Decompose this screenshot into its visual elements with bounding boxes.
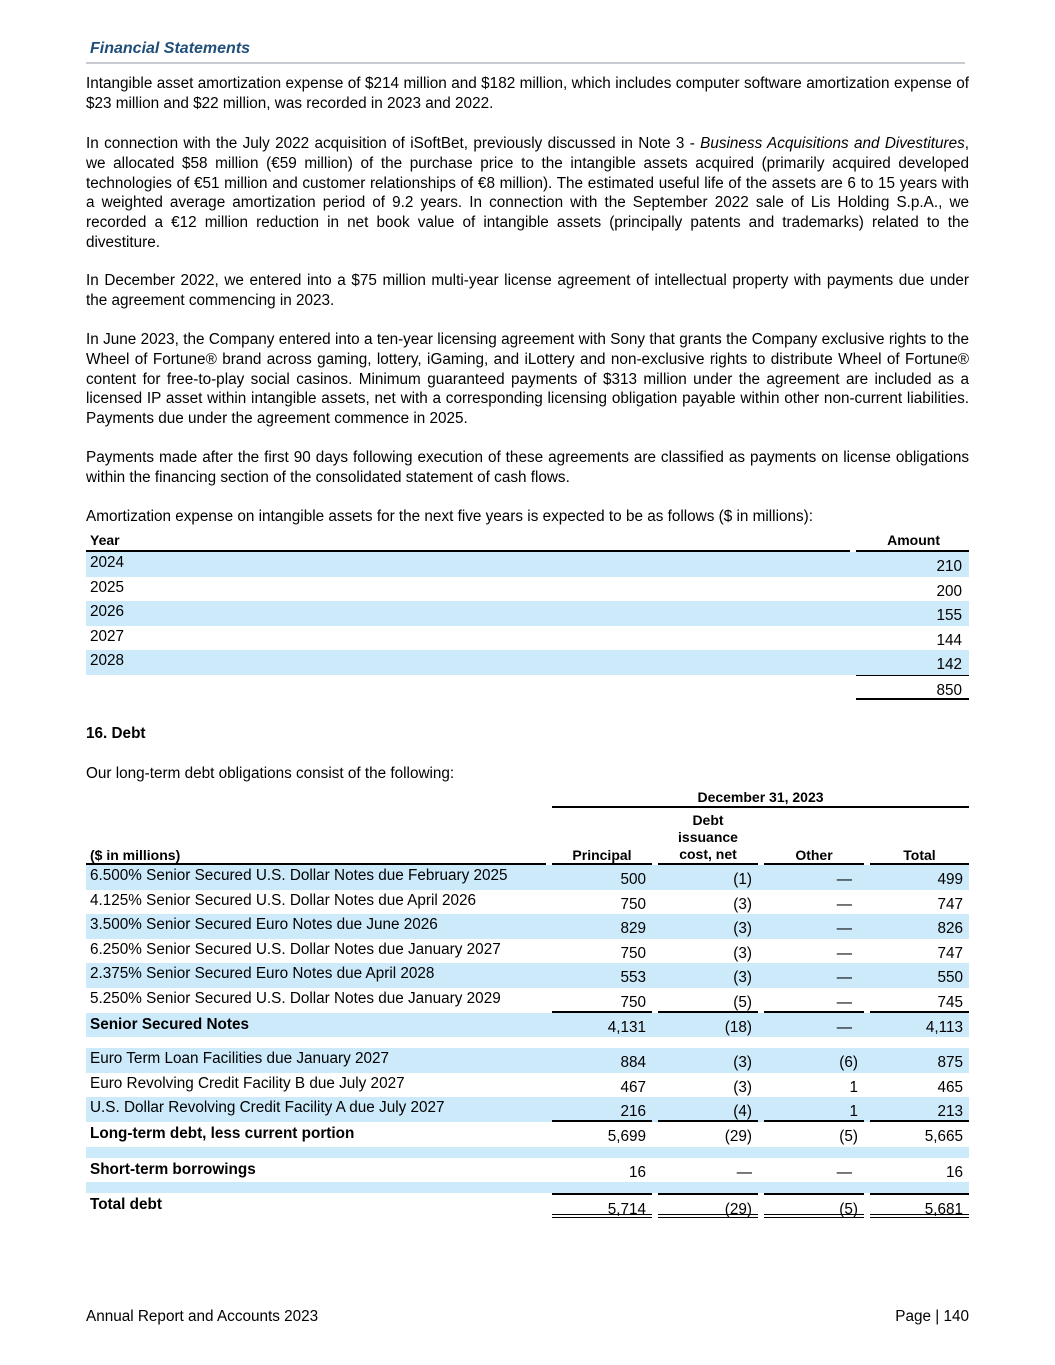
dic-cell: (3) <box>733 920 752 938</box>
principal-cell: 829 <box>620 920 646 938</box>
subtotal-row <box>86 1158 969 1183</box>
table-row <box>86 577 969 602</box>
other-cell: 1 <box>764 1097 864 1122</box>
row-label: 5.250% Senior Secured U.S. Dollar Notes due January 2029 <box>90 989 501 1007</box>
note-reference: Business Acquisitions and Divestitures <box>700 135 965 152</box>
dic-cell: — <box>736 1163 752 1181</box>
dic-cell: (29) <box>724 1127 752 1145</box>
paragraph-payments: Payments made after the first 90 days following execution of these agreements are classified as payments on license obligations within the financing section of the consolidated statement of cash flows. <box>86 449 969 486</box>
header-divider <box>86 62 965 64</box>
spacer-row <box>86 1037 969 1048</box>
other-cell: 1 <box>849 1078 858 1096</box>
column-header-label: ($ in millions) <box>86 847 546 865</box>
footer-page-number: Page | 140 <box>895 1308 969 1325</box>
row-label: Short-term borrowings <box>90 1160 256 1178</box>
row-label: 6.500% Senior Secured U.S. Dollar Notes due February 2025 <box>90 867 508 884</box>
other-cell: — <box>836 871 852 888</box>
column-header-principal: Principal <box>552 847 652 865</box>
total-cell: 16 <box>945 1163 963 1181</box>
dic-cell: (3) <box>733 1054 752 1072</box>
table-row <box>86 1073 969 1098</box>
paragraph-sony-agreement: In June 2023, the Company entered into a ten-year licensing agreement with Sony that grants the Company exclusive rights to the Wheel of Fortune® brand across gaming, lottery, iGaming, and iLottery and non-exclusive rights to distribute Wheel of Fortune® content for free-to-play social casinos. Minimum guaranteed payments of $313 million under the agreement are included as a licensed IP asset within intangible assets, net with a corresponding licensing obligation payable within other non-current liabilities. Payments due under the agreement commence in 2025. <box>86 331 969 428</box>
spacer-row <box>86 1182 969 1193</box>
principal-cell: 500 <box>620 871 646 888</box>
header-line: issuance <box>678 829 738 845</box>
dic-cell: (5) <box>658 988 758 1013</box>
other-cell: — <box>836 1163 852 1181</box>
total-cell: 499 <box>937 871 963 888</box>
subtotal-row <box>86 1013 969 1038</box>
dic-cell: (3) <box>733 944 752 962</box>
principal-cell: 553 <box>620 969 646 987</box>
amount-cell: 155 <box>936 607 962 625</box>
principal-cell: 5,699 <box>607 1127 646 1145</box>
paragraph-amortization-expense: Intangible asset amortization expense of $214 million and $182 million, which includes computer software amortization expense of $23 million and $22 million, was recorded in 2023 and 2022. <box>86 75 969 112</box>
column-header-debt-issuance-cost <box>658 812 758 865</box>
row-label: Total debt <box>90 1196 162 1214</box>
amount-cell: 200 <box>936 582 962 600</box>
period-header: December 31, 2023 <box>552 788 969 808</box>
dic-cell: (3) <box>733 895 752 913</box>
amount-cell: 144 <box>936 631 962 649</box>
total-cell: 747 <box>937 944 963 962</box>
row-label: Euro Revolving Credit Facility B due July 2027 <box>90 1074 405 1092</box>
table-row <box>86 988 969 1013</box>
column-header-amount: Amount <box>856 530 969 552</box>
row-label: 4.125% Senior Secured U.S. Dollar Notes due April 2026 <box>90 891 477 909</box>
dic-cell: (18) <box>724 1018 752 1036</box>
row-label: Long-term debt, less current portion <box>90 1124 355 1142</box>
principal-cell: 884 <box>620 1054 646 1072</box>
year-cell: 2026 <box>90 603 125 621</box>
footer-report-title: Annual Report and Accounts 2023 <box>86 1308 319 1325</box>
amortization-table <box>86 530 969 700</box>
year-cell: 2025 <box>90 578 125 596</box>
amortization-total: 850 <box>856 675 969 700</box>
table-row <box>86 626 969 651</box>
year-cell: 2024 <box>90 554 125 571</box>
other-cell: — <box>836 920 852 938</box>
principal-cell: 216 <box>552 1097 652 1122</box>
other-cell: — <box>836 1018 852 1036</box>
subtotal-row <box>86 1122 969 1147</box>
dic-cell: (4) <box>658 1097 758 1122</box>
row-label: U.S. Dollar Revolving Credit Facility A due July 2027 <box>90 1099 445 1117</box>
table-row <box>86 939 969 964</box>
principal-cell: 750 <box>620 944 646 962</box>
column-header-other: Other <box>764 847 864 865</box>
year-cell: 2027 <box>90 627 125 645</box>
total-cell: 5,681 <box>870 1193 969 1218</box>
debt-table-header <box>86 810 969 865</box>
table-row <box>86 914 969 939</box>
principal-cell: 467 <box>620 1078 646 1096</box>
principal-cell: 5,714 <box>552 1193 652 1218</box>
table-row <box>86 865 969 890</box>
amount-cell: 142 <box>936 656 962 674</box>
paragraph-text: , we allocated $58 million (€59 million) of the purchase price to the intangible assets acquired (primarily acquired developed technologies of €51 million and customer relationships of €8 million). The estimated useful life of the assets are 6 to 15 years with a weighted average amortization period of 9.2 years. In connection with the September 2022 sale of Lis Holding S.p.A., we recorded a €12 million reduction in net book value of intangible assets (principally patents and trademarks) related to the divestiture. <box>86 135 969 251</box>
total-cell: 745 <box>870 988 969 1013</box>
total-cell: 5,665 <box>924 1127 963 1145</box>
total-cell: 550 <box>937 969 963 987</box>
table-row <box>86 1048 969 1073</box>
amortization-total-row <box>86 675 969 700</box>
table-row <box>86 650 969 675</box>
row-label: 2.375% Senior Secured Euro Notes due April 2028 <box>90 965 435 983</box>
total-cell: 213 <box>870 1097 969 1122</box>
paragraph-license-agreement: In December 2022, we entered into a $75 million multi-year license agreement of intellectual property with payments due under the agreement commencing in 2023. <box>86 272 969 309</box>
table-header-row <box>86 530 969 552</box>
principal-cell: 750 <box>552 988 652 1013</box>
table-row <box>86 601 969 626</box>
table-row <box>86 963 969 988</box>
principal-cell: 16 <box>628 1163 646 1181</box>
column-header-total: Total <box>870 847 969 865</box>
paragraph-amortization-intro: Amortization expense on intangible assets for the next five years is expected to be as follows ($ in millions): <box>86 508 813 525</box>
row-label: Euro Term Loan Facilities due January 2027 <box>90 1050 390 1068</box>
row-label: 3.500% Senior Secured Euro Notes due June 2026 <box>90 916 438 934</box>
section-header: Financial Statements <box>90 40 251 57</box>
total-cell: 4,113 <box>925 1018 963 1036</box>
other-cell: (5) <box>764 1193 864 1218</box>
total-cell: 826 <box>937 920 963 938</box>
header-line: cost, net <box>679 846 737 862</box>
column-header-year: Year <box>86 530 850 552</box>
table-row <box>86 1097 969 1122</box>
other-cell: — <box>836 944 852 962</box>
dic-cell: (29) <box>658 1193 758 1218</box>
amount-cell: 210 <box>936 558 962 575</box>
table-row <box>86 890 969 915</box>
other-cell: — <box>836 969 852 987</box>
other-cell: (5) <box>839 1127 858 1145</box>
paragraph-isoftbet-acquisition <box>86 134 969 253</box>
total-cell: 747 <box>937 895 963 913</box>
total-row <box>86 1193 969 1218</box>
dic-cell: (3) <box>733 1078 752 1096</box>
other-cell: — <box>764 988 864 1013</box>
principal-cell: 750 <box>620 895 646 913</box>
dic-cell: (3) <box>733 969 752 987</box>
table-row <box>86 552 969 577</box>
paragraph-text: In connection with the July 2022 acquisition of iSoftBet, previously discussed in Note 3 - <box>86 135 701 152</box>
dic-cell: (1) <box>733 871 752 888</box>
row-label: 6.250% Senior Secured U.S. Dollar Notes due January 2027 <box>90 940 501 958</box>
header-line: Debt <box>692 812 724 828</box>
row-label: Senior Secured Notes <box>90 1015 249 1033</box>
other-cell: — <box>836 895 852 913</box>
total-cell: 875 <box>937 1054 963 1072</box>
year-cell: 2028 <box>90 652 125 670</box>
other-cell: (6) <box>839 1054 858 1072</box>
total-cell: 465 <box>937 1078 963 1096</box>
debt-intro: Our long-term debt obligations consist of the following: <box>86 765 455 782</box>
section-heading-debt: 16. Debt <box>86 725 146 742</box>
principal-cell: 4,131 <box>607 1018 646 1036</box>
spacer-row <box>86 1147 969 1158</box>
